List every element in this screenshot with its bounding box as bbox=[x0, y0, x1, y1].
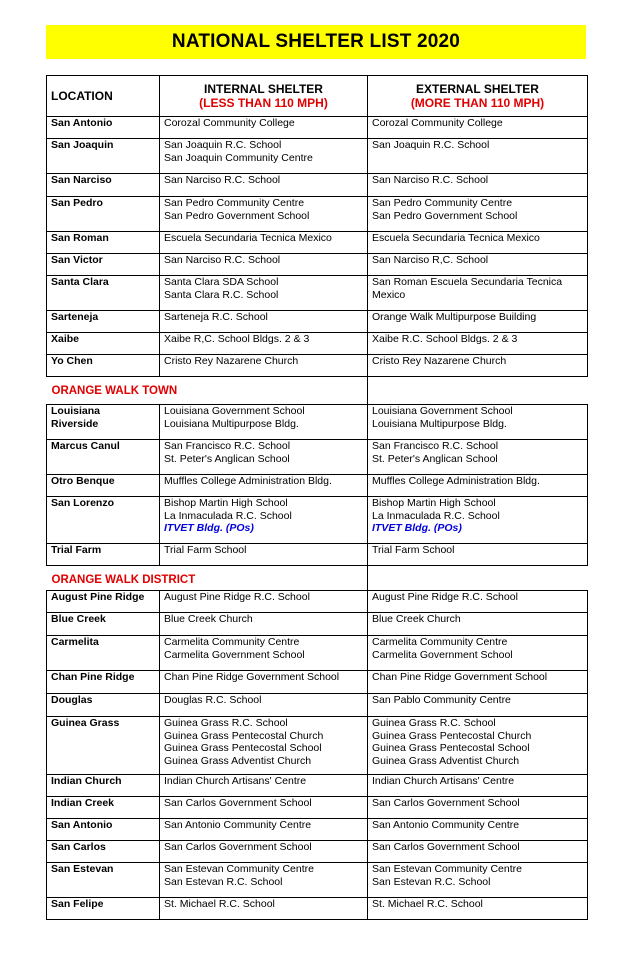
cell-line: San Joaquin R.C. School bbox=[372, 139, 490, 151]
location-cell bbox=[47, 591, 160, 613]
internal-shelter-cell bbox=[160, 497, 368, 544]
table-row bbox=[47, 117, 588, 139]
cell-line: ITVET Bldg. (POs) bbox=[372, 522, 462, 534]
internal-shelter-cell bbox=[160, 775, 368, 797]
cell-line: Carmelita Government School bbox=[164, 648, 305, 661]
internal-shelter-cell bbox=[160, 671, 368, 694]
cell-line: Indian Church Artisans' Centre bbox=[372, 775, 515, 787]
table-row bbox=[47, 863, 588, 898]
shelter-table bbox=[46, 75, 588, 920]
cell-line: San Antonio Community Centre bbox=[164, 819, 312, 831]
cell-line: San Pedro Government School bbox=[372, 209, 518, 222]
table-header-row bbox=[47, 76, 588, 117]
internal-shelter-cell bbox=[160, 355, 368, 377]
external-shelter-cell bbox=[368, 636, 588, 671]
cell-line: San Antonio bbox=[51, 819, 113, 831]
table-row bbox=[47, 254, 588, 276]
cell-line: San Roman Escuela Secundaria Tecnica Mexico bbox=[372, 276, 563, 301]
cell-line: San Carlos Government School bbox=[164, 797, 312, 809]
cell-line: Otro Benque bbox=[51, 475, 115, 487]
section-title: ORANGE WALK TOWN bbox=[47, 377, 368, 405]
cell-line: San Carlos Government School bbox=[164, 841, 312, 853]
cell-line: Xaibe bbox=[51, 333, 80, 345]
page-title: NATIONAL SHELTER LIST 2020 bbox=[171, 31, 461, 52]
table-row bbox=[47, 355, 588, 377]
table-row bbox=[47, 440, 588, 475]
external-shelter-cell bbox=[368, 671, 588, 694]
cell-line: San Pedro Government School bbox=[164, 209, 310, 222]
internal-shelter-cell bbox=[160, 197, 368, 232]
cell-line: Guinea Grass bbox=[51, 717, 120, 729]
internal-shelter-cell bbox=[160, 440, 368, 475]
external-shelter-cell bbox=[368, 775, 588, 797]
external-shelter-cell bbox=[368, 174, 588, 197]
cell-line: San Estevan R.C. School bbox=[164, 875, 283, 888]
internal-speed-note: (LESS THAN 110 MPH) bbox=[199, 96, 328, 110]
location-cell bbox=[47, 819, 160, 841]
table-row bbox=[47, 174, 588, 197]
internal-shelter-cell bbox=[160, 591, 368, 613]
location-cell bbox=[47, 841, 160, 863]
cell-line: Cristo Rey Nazarene Church bbox=[164, 355, 299, 367]
cell-line: Santa Clara SDA School bbox=[164, 276, 279, 288]
section-header-row bbox=[47, 566, 588, 591]
cell-line: ITVET Bldg. (POs) bbox=[164, 522, 254, 534]
cell-line: San Joaquin Community Centre bbox=[164, 151, 313, 164]
cell-line: San Narciso R.C. School bbox=[164, 174, 281, 186]
cell-line: San Pablo Community Centre bbox=[372, 694, 511, 706]
internal-shelter-cell bbox=[160, 311, 368, 333]
external-shelter-cell bbox=[368, 863, 588, 898]
cell-line: Escuela Secundaria Tecnica Mexico bbox=[164, 232, 332, 244]
location-cell bbox=[47, 197, 160, 232]
cell-line: Riverside bbox=[51, 417, 99, 430]
cell-line: Indian Church bbox=[51, 775, 122, 787]
section-empty-cell bbox=[368, 377, 588, 405]
cell-line: San Estevan bbox=[51, 863, 114, 875]
location-cell bbox=[47, 636, 160, 671]
location-cell bbox=[47, 355, 160, 377]
external-header-label: EXTERNAL SHELTER bbox=[416, 82, 539, 96]
internal-shelter-cell bbox=[160, 694, 368, 717]
cell-line: Douglas R.C. School bbox=[164, 694, 262, 706]
cell-line: August Pine Ridge bbox=[51, 591, 145, 603]
cell-line: San Pedro Community Centre bbox=[164, 197, 305, 209]
external-shelter-cell bbox=[368, 139, 588, 174]
cell-line: San Estevan Community Centre bbox=[372, 863, 522, 875]
external-shelter-cell bbox=[368, 276, 588, 311]
cell-line: San Carlos Government School bbox=[372, 797, 520, 809]
external-shelter-cell bbox=[368, 898, 588, 920]
cell-line: San Roman bbox=[51, 232, 109, 244]
cell-line: Douglas bbox=[51, 694, 93, 706]
table-row bbox=[47, 591, 588, 613]
internal-shelter-cell bbox=[160, 232, 368, 254]
location-cell bbox=[47, 863, 160, 898]
external-shelter-cell bbox=[368, 333, 588, 355]
cell-line: La Inmaculada R.C. School bbox=[164, 509, 292, 522]
location-cell bbox=[47, 671, 160, 694]
internal-shelter-cell bbox=[160, 819, 368, 841]
cell-line: Guinea Grass Adventist Church bbox=[164, 754, 312, 767]
cell-line: Trial Farm School bbox=[372, 544, 455, 556]
location-cell bbox=[47, 797, 160, 819]
location-cell bbox=[47, 475, 160, 497]
cell-line: Muffles College Administration Bldg. bbox=[164, 475, 332, 487]
cell-line: Guinea Grass Pentecostal School bbox=[372, 742, 530, 754]
cell-line: Louisiana bbox=[51, 405, 101, 417]
cell-line: San Carlos Government School bbox=[372, 841, 520, 853]
cell-line: San Antonio bbox=[51, 117, 113, 129]
cell-line: St. Michael R.C. School bbox=[164, 898, 275, 910]
cell-line: San Narciso R.C. School bbox=[164, 254, 281, 266]
external-shelter-cell bbox=[368, 117, 588, 139]
cell-line: Indian Creek bbox=[51, 797, 115, 809]
external-shelter-cell bbox=[368, 717, 588, 775]
cell-line: Guinea Grass R.C. School bbox=[164, 717, 288, 729]
location-cell bbox=[47, 775, 160, 797]
table-row bbox=[47, 841, 588, 863]
external-shelter-cell bbox=[368, 197, 588, 232]
location-cell bbox=[47, 117, 160, 139]
cell-line: Blue Creek Church bbox=[164, 613, 253, 625]
internal-shelter-cell bbox=[160, 717, 368, 775]
cell-line: Sarteneja R.C. School bbox=[164, 311, 268, 323]
cell-line: Yo Chen bbox=[51, 355, 93, 367]
cell-line: San Estevan R.C. School bbox=[372, 875, 491, 888]
cell-line: San Estevan Community Centre bbox=[164, 863, 314, 875]
cell-line: Guinea Grass Pentecostal School bbox=[164, 742, 322, 754]
cell-line: Louisiana Multipurpose Bldg. bbox=[372, 417, 507, 430]
internal-header-label: INTERNAL SHELTER bbox=[204, 82, 323, 96]
table-body bbox=[47, 117, 588, 920]
cell-line: La Inmaculada R.C. School bbox=[372, 509, 500, 522]
location-cell bbox=[47, 254, 160, 276]
cell-line: Indian Church Artisans' Centre bbox=[164, 775, 307, 787]
cell-line: Carmelita Community Centre bbox=[372, 636, 508, 648]
cell-line: Carmelita bbox=[51, 636, 99, 648]
internal-shelter-cell bbox=[160, 863, 368, 898]
location-cell bbox=[47, 544, 160, 566]
cell-line: Corozal Community College bbox=[164, 117, 295, 129]
cell-line: Muffles College Administration Bldg. bbox=[372, 475, 540, 487]
cell-line: San Carlos bbox=[51, 841, 106, 853]
section-title: ORANGE WALK DISTRICT bbox=[47, 566, 368, 591]
cell-line: Xaibe R,C. School Bldgs. 2 & 3 bbox=[164, 333, 310, 345]
external-shelter-cell bbox=[368, 613, 588, 636]
table-row bbox=[47, 819, 588, 841]
internal-shelter-header bbox=[160, 76, 368, 117]
cell-line: San Pedro Community Centre bbox=[372, 197, 513, 209]
cell-line: Xaibe R.C. School Bldgs. 2 & 3 bbox=[372, 333, 518, 345]
cell-line: Guinea Grass R.C. School bbox=[372, 717, 496, 729]
external-shelter-cell bbox=[368, 440, 588, 475]
cell-line: San Narciso R.C. School bbox=[372, 174, 489, 186]
section-empty-cell bbox=[368, 566, 588, 591]
internal-shelter-cell bbox=[160, 117, 368, 139]
internal-shelter-cell bbox=[160, 613, 368, 636]
location-cell bbox=[47, 717, 160, 775]
table-row bbox=[47, 139, 588, 174]
cell-line: St. Michael R.C. School bbox=[372, 898, 483, 910]
location-cell bbox=[47, 694, 160, 717]
cell-line: San Francisco R.C. School bbox=[164, 440, 291, 452]
cell-line: Blue Creek bbox=[51, 613, 106, 625]
table-row bbox=[47, 311, 588, 333]
external-shelter-cell bbox=[368, 819, 588, 841]
table-row bbox=[47, 333, 588, 355]
cell-line: Trial Farm School bbox=[164, 544, 247, 556]
table-row bbox=[47, 775, 588, 797]
internal-shelter-cell bbox=[160, 405, 368, 440]
cell-line: Guinea Grass Pentecostal Church bbox=[372, 729, 532, 742]
cell-line: Chan Pine Ridge bbox=[51, 671, 135, 683]
cell-line: San Lorenzo bbox=[51, 497, 115, 509]
cell-line: Louisiana Multipurpose Bldg. bbox=[164, 417, 299, 430]
internal-shelter-cell bbox=[160, 898, 368, 920]
cell-line: Chan Pine Ridge Government School bbox=[372, 671, 548, 683]
cell-line: Blue Creek Church bbox=[372, 613, 461, 625]
location-cell bbox=[47, 497, 160, 544]
table-row bbox=[47, 544, 588, 566]
external-shelter-cell bbox=[368, 544, 588, 566]
cell-line: Carmelita Government School bbox=[372, 648, 513, 661]
external-shelter-cell bbox=[368, 841, 588, 863]
internal-shelter-cell bbox=[160, 797, 368, 819]
external-shelter-header bbox=[368, 76, 588, 117]
cell-line: San Victor bbox=[51, 254, 103, 266]
internal-shelter-cell bbox=[160, 276, 368, 311]
cell-line: Bishop Martin High School bbox=[372, 497, 496, 509]
cell-line: Marcus Canul bbox=[51, 440, 120, 452]
location-cell bbox=[47, 333, 160, 355]
internal-shelter-cell bbox=[160, 254, 368, 276]
table-row bbox=[47, 405, 588, 440]
cell-line: Bishop Martin High School bbox=[164, 497, 288, 509]
internal-shelter-cell bbox=[160, 636, 368, 671]
location-cell bbox=[47, 898, 160, 920]
cell-line: St. Peter's Anglican School bbox=[164, 452, 290, 465]
cell-line: Chan Pine Ridge Government School bbox=[164, 671, 340, 683]
cell-line: Cristo Rey Nazarene Church bbox=[372, 355, 507, 367]
location-cell bbox=[47, 276, 160, 311]
table-row bbox=[47, 636, 588, 671]
cell-line: Sarteneja bbox=[51, 311, 99, 323]
cell-line: San Narciso R,C. School bbox=[372, 254, 489, 266]
location-cell bbox=[47, 174, 160, 197]
cell-line: Orange Walk Multipurpose Building bbox=[372, 311, 537, 323]
table-row bbox=[47, 276, 588, 311]
cell-line: San Pedro bbox=[51, 197, 103, 209]
internal-shelter-cell bbox=[160, 475, 368, 497]
external-shelter-cell bbox=[368, 694, 588, 717]
location-cell bbox=[47, 440, 160, 475]
cell-line: Escuela Secundaria Tecnica Mexico bbox=[372, 232, 540, 244]
cell-line: Corozal Community College bbox=[372, 117, 503, 129]
external-shelter-cell bbox=[368, 591, 588, 613]
location-header: LOCATION bbox=[47, 76, 160, 117]
cell-line: San Francisco R.C. School bbox=[372, 440, 499, 452]
external-shelter-cell bbox=[368, 497, 588, 544]
external-shelter-cell bbox=[368, 797, 588, 819]
table-row bbox=[47, 197, 588, 232]
cell-line: Louisiana Government School bbox=[164, 405, 305, 417]
external-speed-note: (MORE THAN 110 MPH) bbox=[410, 96, 545, 110]
cell-line: San Antonio Community Centre bbox=[372, 819, 520, 831]
cell-line: San Joaquin R.C. School bbox=[164, 139, 282, 151]
table-row bbox=[47, 671, 588, 694]
internal-shelter-cell bbox=[160, 174, 368, 197]
location-cell bbox=[47, 613, 160, 636]
external-shelter-cell bbox=[368, 355, 588, 377]
location-cell bbox=[47, 405, 160, 440]
internal-shelter-cell bbox=[160, 333, 368, 355]
table-row bbox=[47, 797, 588, 819]
cell-line: Santa Clara bbox=[51, 276, 109, 288]
table-row bbox=[47, 613, 588, 636]
table-row bbox=[47, 497, 588, 544]
table-row bbox=[47, 694, 588, 717]
cell-line: San Narciso bbox=[51, 174, 112, 186]
table-row bbox=[47, 475, 588, 497]
title-banner bbox=[46, 25, 586, 59]
external-shelter-cell bbox=[368, 311, 588, 333]
external-shelter-cell bbox=[368, 405, 588, 440]
cell-line: Louisiana Government School bbox=[372, 405, 513, 417]
cell-line: San Felipe bbox=[51, 898, 104, 910]
external-shelter-cell bbox=[368, 232, 588, 254]
internal-shelter-cell bbox=[160, 544, 368, 566]
location-cell bbox=[47, 139, 160, 174]
cell-line: St. Peter's Anglican School bbox=[372, 452, 498, 465]
external-shelter-cell bbox=[368, 254, 588, 276]
cell-line: Santa Clara R.C. School bbox=[164, 288, 279, 301]
internal-shelter-cell bbox=[160, 841, 368, 863]
location-cell bbox=[47, 232, 160, 254]
table-row bbox=[47, 717, 588, 775]
table-row bbox=[47, 232, 588, 254]
cell-line: Trial Farm bbox=[51, 544, 102, 556]
internal-shelter-cell bbox=[160, 139, 368, 174]
cell-line: August Pine Ridge R.C. School bbox=[372, 591, 518, 603]
cell-line: August Pine Ridge R.C. School bbox=[164, 591, 310, 603]
table-row bbox=[47, 898, 588, 920]
cell-line: San Joaquin bbox=[51, 139, 114, 151]
external-shelter-cell bbox=[368, 475, 588, 497]
location-cell bbox=[47, 311, 160, 333]
cell-line: Carmelita Community Centre bbox=[164, 636, 300, 648]
section-header-row bbox=[47, 377, 588, 405]
cell-line: Guinea Grass Adventist Church bbox=[372, 754, 520, 767]
cell-line: Guinea Grass Pentecostal Church bbox=[164, 729, 324, 742]
